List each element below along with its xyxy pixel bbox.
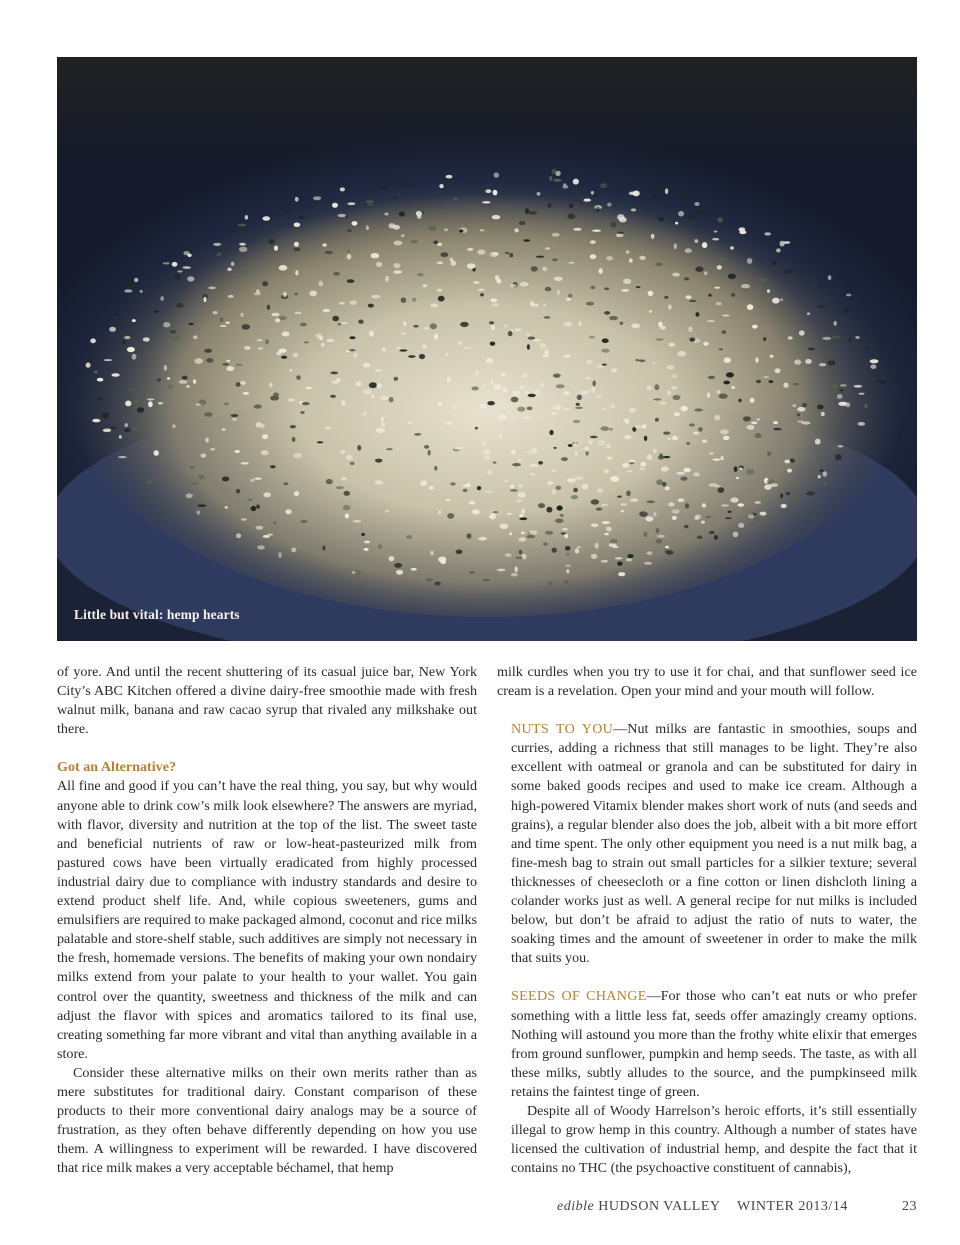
left-paragraph-3: Consider these alternative milks on their own merits rather than as mere substitutes for traditional dairy. Constant comparison of these products to their more conventional dairy analogs may be a source of frustration, as they often behave differently depending on how you use them. A willingness to experiment will be rewarded. I have discovered that rice milk makes a very acceptable béchamel, that hemp	[57, 1064, 477, 1177]
page-footer	[557, 1199, 917, 1215]
left-paragraph-1: of yore. And until the recent shuttering of its casual juice bar, New York City’s ABC Kitchen offered a divine dairy-free smoothie made with fresh walnut milk, banana and raw cacao syrup that rivaled any milkshake out there.	[57, 664, 477, 738]
right-column	[497, 663, 917, 1178]
nuts-to-you-body: —Nut milks are fantastic in smoothies, soups and curries, adding a richness that still manages to be light. They’re also excellent with oatmeal or granola and can be substituted for dairy in some baked goods recipes and used to make ice cream. Although a high-powered Vitamix blender makes short work of nuts (and seeds and grains), a regular blender also does the job, albeit with a bit more effort and time spent. The only other equipment you need is a nut milk bag, a fine-mesh bag to strain out small particles for a silkier texture; several thicknesses of cheesecloth or a fine cotton or linen dishcloth lining a colander works just as well. A general recipe for nut milks is included below, but don’t be afraid to adjust the ratio of nuts to water, the soaking times and the amount of sweetener in order to make the milk that suits you.	[511, 721, 917, 967]
seeds-of-change-body: —For those who can’t eat nuts or who prefer something with a little less fat, seeds offer amazingly creamy options. Nothing will astound you more than the frothy white elixir that emerges from ground sunflower, pumpkin and hemp seeds. The taste, as with all these milks, subtly alludes to the source, and the pumpkinseed milk retains the faintest tinge of green.	[511, 988, 918, 1100]
left-paragraph-2: All fine and good if you can’t have the real thing, you say, but why would anyone able to drink cow’s milk look elsewhere? The answers are myriad, with flavor, diversity and nutrition at the top of the list. The sweet taste and beneficial nutrients of raw or low-heat-pasteurized milk from pastured cows have been virtually eradicated from highly processed industrial dairy due to compliance with industry standards and desire to extend product shelf life. And, while copious sweeteners, gums and emulsifiers are required to make packaged almond, coconut and rice milks palatable and store-shelf stable, such additives are simply not necessary in the fresh, homemade versions. The benefits of making your own nondairy milks extend from your palate to your health to your wallet. You gain control over the quantity, sweetness and thickness of the milk and can adjust the flavor with spices and aromatics tailored to its final use, creating something far more vibrant and vital than anything available in a store.	[57, 778, 477, 1062]
photo-caption: Little but vital: hemp hearts	[74, 607, 240, 622]
hemp-hearts-photo	[57, 57, 917, 641]
seeds-of-change-lead: SEEDS OF CHANGE	[511, 988, 647, 1005]
seeds-of-change-paragraph	[497, 987, 917, 1102]
footer-issue: WINTER 2013/14	[737, 1199, 848, 1214]
footer-brand-edible: edible	[557, 1199, 595, 1214]
nuts-to-you-lead: NUTS TO YOU	[511, 721, 614, 738]
nuts-to-you-paragraph	[497, 720, 917, 968]
right-paragraph-last: Despite all of Woody Harrelson’s heroic efforts, it’s still essentially illegal to grow hemp in this country. Although a number of states have licensed the cultivation of industrial hemp, and despite the fact that it contains no THC (the psychoactive constituent of cannabis),	[511, 1102, 917, 1177]
right-paragraph-1: milk curdles when you try to use it for chai, and that sunflower seed ice cream is a revelation. Open your mind and your mouth will follow.	[497, 664, 917, 700]
page-number: 23	[902, 1199, 917, 1214]
footer-brand-name: HUDSON VALLEY	[598, 1199, 721, 1214]
left-column	[57, 663, 477, 1178]
hemp-seed-texture	[57, 57, 917, 641]
section-heading-got-an-alternative: Got an Alternative?	[57, 759, 176, 776]
